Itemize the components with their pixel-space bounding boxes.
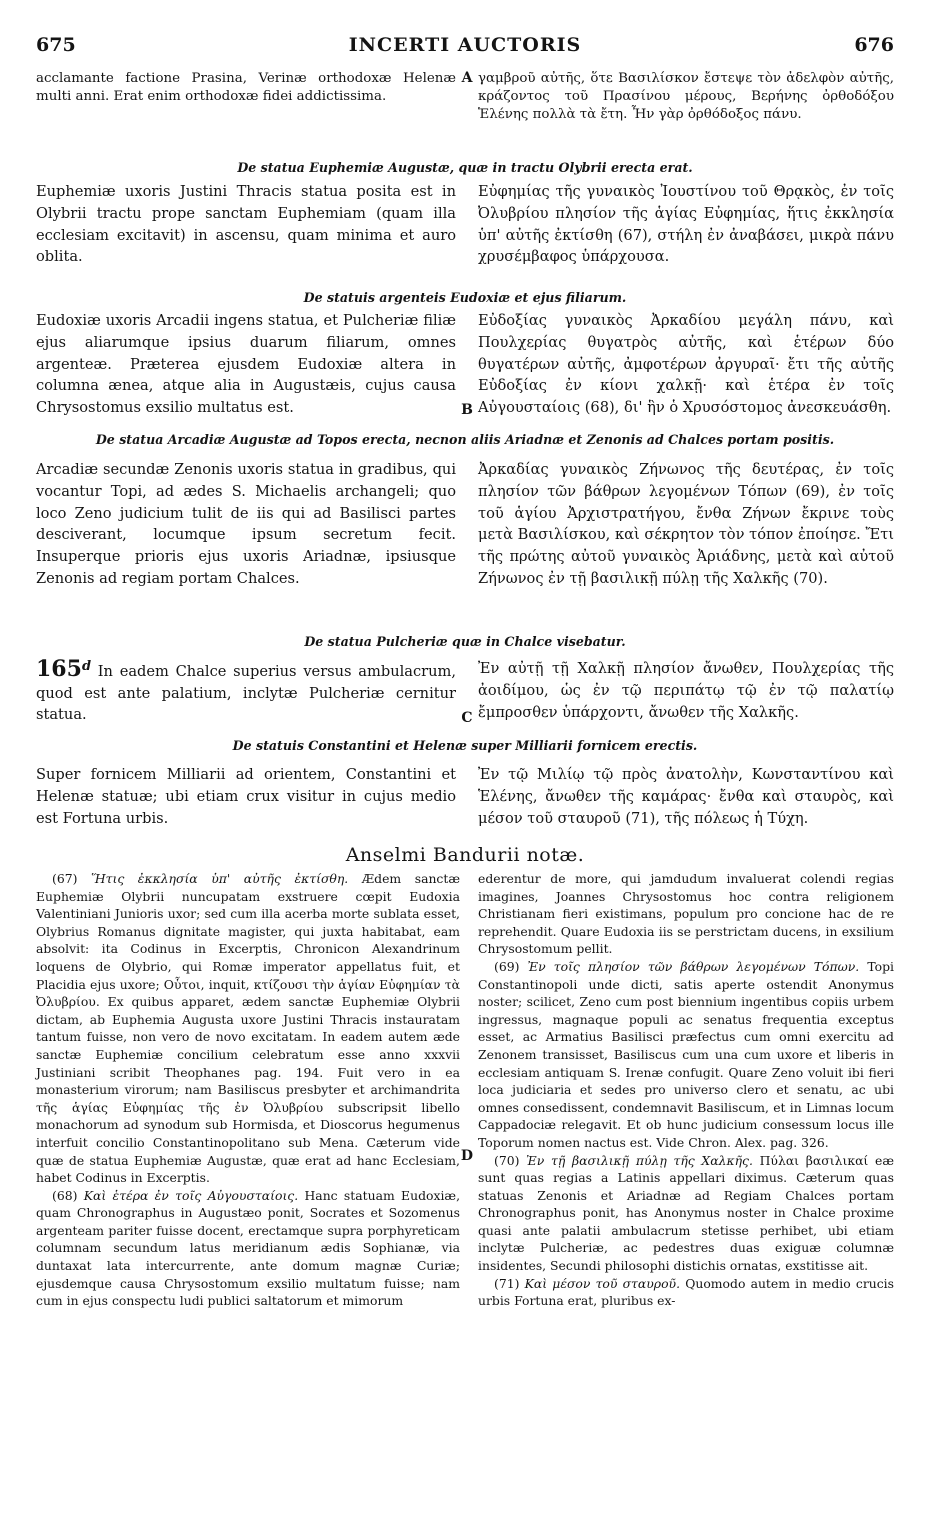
notes-column-left [36,870,460,1310]
greek-text: Εὐδοξίας γυναικὸς Ἀρκαδίου μεγάλη πάνυ, καὶ Πουλχερίας θυγατρὸς αὐτῆς, καὶ ἑτέρων δύο θυγατέρων αὐτῆς, ἀμφοτέρων ἀργυραῖ· ἔτι τῆς αὐτῆς Εὐδοξίας ἐν κίονι χαλκῇ· καὶ ἑτέρα ἐν τοῖς Αὐγουσταίοις (68), δι' ἣν ὁ Χρυσόστομος ἀνεσκευάσθη. [478,312,894,417]
note-text: Hanc statuam Eudoxiæ, quam Chronographus in Augustæo ponit, Socrates et Sozomenus argenteam pariter fuisse docent, erectamque supra porphyreticam columnam secundum latus meridianum ædis Sophianæ, via duntaxat lata intercurrente, ante domum magnæ Curiæ; ejusdemque causa Chrysostomum exsilio multatum fuisse; nam cum in ejus conspectu ludi publici saltatorum et mimorum [36,1187,461,1309]
note-lemma: Ἥτις ἐκκλησία ὑπ' αὐτῆς ἐκτίσθη. [90,871,349,886]
note-number: (68) [52,1187,84,1203]
greek-text: γαμβροῦ αὐτῆς, ὅτε Βασιλίσκον ἔστεψε τὸν ἀδελφὸν αὐτῆς, κράζοντος τοῦ Πρασίνου μέρους, Βερήνης ὀρθοδόξου Ἑλένης πολλὰ τὰ ἔτη. Ἦν γὰρ ὀρθόδοξος πάνυ. [478,71,894,123]
greek-text: Εὐφημίας τῆς γυναικὸς Ἰουστίνου τοῦ Θρᾳκὸς, ἐν τοῖς Ὀλυβρίου πλησίον τῆς ἁγίας Εὐφημίας, ἥτις ἐκκλησία ὑπ' αὐτῆς ἐκτίσθη (67), στήλη ἐν ἀναβάσει, μικρὰ πάνυ χρυσέμβαφος ὑπάρχουσα. [478,183,894,266]
note-lemma: Καὶ μέσον τοῦ σταυροῦ. [524,1275,681,1291]
note-lemma: Ἐν τοῖς πλησίον τῶν βάθρων λεγομένων Τόπων. [527,958,860,974]
margin-letter: A [461,70,473,86]
note-paragraph [36,1187,460,1310]
page-number-left: 675 [36,34,76,56]
section-number: 165 [36,655,82,682]
section-heading: De statua Arcadiæ Augustæ ad Topos erecta, necnon aliis Ariadnæ et Zenonis ad Chalces portam positis. [95,432,835,447]
greek-text: Ἐν τῷ Μιλίῳ τῷ πρὸς ἀνατολὴν, Κωνσταντίνου καὶ Ἑλένης, ἄνωθεν τῆς καμάρας· ἔνθα καὶ σταυρὸς, καὶ μέσον τοῦ σταυροῦ (71), τῆς πόλεως ἡ Τύχη. [478,766,894,827]
notes-title: Anselmi Bandurii notæ. [345,844,585,866]
note-paragraph [478,870,894,958]
note-number: (69) [494,958,528,974]
latin-text: acclamante factione Prasina, Verinæ orthodoxæ Helenæ multi anni. Erat enim orthodoxæ fidei addictissima. [36,71,456,105]
greek-text: Ἀρκαδίας γυναικὸς Ζήνωνος τῆς δευτέρας, ἐν τοῖς πλησίον τῶν βάθρων λεγομένων Τόπων (69), ἐν τοῖς τοῦ ἁγίου Ἀρχιστρατήγου, ἔνθα Ζήνων ἔκρινε τοὺς μετὰ Βασιλίσκου, καὶ σέκρητον τὸν τόπον ἐποίησε. Ἔτι τῆς πρώτης αὐτοῦ γυναικὸς Ἀριάδνης, μετὰ καὶ αὐτοῦ Ζήνωνος ἐν τῇ βασιλικῇ πύλῃ τῆς Χαλκῆς (70). [478,461,894,587]
note-text: Quomodo autem in medio crucis urbis Fortuna erat, pluribus ex- [478,1275,894,1309]
section-heading: De statua Pulcheriæ quæ in Chalce visebatur. [304,634,626,649]
note-paragraph [36,870,460,1187]
latin-text [36,656,456,726]
section-heading: De statuis argenteis Eudoxiæ et ejus filiarum. [303,290,627,305]
section-heading: De statua Euphemiæ Augustæ, quæ in tractu Olybrii erecta erat. [237,160,693,175]
page-number-right: 676 [854,34,894,56]
latin-text: Euphemiæ uxoris Justini Thracis statua posita est in Olybrii tractu prope sanctam Euphemiam (quam illa ecclesiam excitavit) in ascensu, quam minima et auro oblita. [36,183,456,266]
section-number-suffix: d [81,659,92,674]
latin-text: Super fornicem Milliarii ad orientem, Constantini et Helenæ statuæ; ubi etiam crux visitur in cujus medio est Fortuna urbis. [36,766,456,827]
note-paragraph [478,958,894,1152]
note-number: (71) [494,1275,525,1291]
margin-letter: B [461,402,473,418]
note-lemma: Ἐν τῇ βασιλικῇ πύλῃ τῆς Χαλκῆς. [526,1152,753,1168]
note-paragraph [478,1152,894,1275]
note-text: Topi Constantinopoli unde dicti, satis aperte ostendit Anonymus noster; scilicet, Zeno cum post biennium ingentibus copiis urbem ingressus, magnaque populi ac senatus frequentia exceptus esset, ac Armatius Basilisci præfectus cum omni exercitu ad Zenonem transisset, Basiliscus cum una cum uxore et liberis in ecclesiam antiquam S. Irenæ confugit. Quare Zeno voluit ibi fieri loca judiciaria et sedes pro universo clero et senatu, ac ubi omnes consedissent, condemnavit Basiliscum, et in Limnas locum Cappadociæ relegavit. Et ob hunc judicium consessum locus ille Toporum nomen nactus est. Vide Chron. Alex. pag. 326. [478,958,894,1150]
latin-paragraph: In eadem Chalce superius versus ambulacrum, quod est ante palatium, inclytæ Pulcheriæ cernitur statua. [36,662,456,724]
notes-column-right [478,870,894,1310]
note-text: Πύλαι βασιλικαί eæ sunt quas regias a Latinis appellari diximus. Cæterum quas statuas Zenonis et Ariadnæ ad Regiam Chalces portam Chronographus ponit, has Anonymus noster in Chalce proxime quasi ante palatii ambulacrum stetisse perhibet, ubi etiam inclytæ Pulcheriæ, ac pedestres duas exiguæ columnæ insidentes, Secundi philosophi distichis ornatas, exstitisse ait. [478,1152,894,1274]
latin-text: Eudoxiæ uxoris Arcadii ingens statua, et Pulcheriæ filiæ ejus aliarumque ipsius duarum filiarum, omnes argenteæ. Præterea ejusdem Eudoxiæ altera in columna ænea, atque alia in Augustæis, cujus causa Chrysostomus exsilio multatus est. [36,312,456,417]
page-header [36,34,894,64]
margin-letter: C [461,710,473,726]
greek-text: Ἐν αὐτῇ τῇ Χαλκῇ πλησίον ἄνωθεν, Πουλχερίας τῆς ἀοιδίμου, ὡς ἐν τῷ περιπάτῳ τῷ ἐν τῷ παλατίῳ ἔμπροσθεν ὑπάρχοντι, ἄνωθεν τῆς Χαλκῆς. [478,660,894,721]
latin-text: Arcadiæ secundæ Zenonis uxoris statua in gradibus, qui vocantur Topi, ad ædes S. Michaelis archangeli; quo loco Zeno judicium tulit de iis qui ad Basilisci partes desciverant, locumque ipsum secretum fecit. Insuperque prioris ejus uxoris Ariadnæ, ipsiusque Zenonis ad regiam portam Chalces. [36,461,456,587]
note-lemma: Καὶ ἑτέρα ἐν τοῖς Αὐγουσταίοις. [83,1187,299,1203]
running-title: INCERTI AUCTORIS [348,34,582,56]
note-number: (67) [52,871,91,886]
margin-letter: D [460,1148,474,1164]
note-number: (70) [494,1152,527,1168]
section-heading: De statuis Constantini et Helenæ super Milliarii fornicem erectis. [232,738,698,753]
note-text: ederentur de more, qui jamdudum invaluerat colendi regias imagines, Joannes Chrysostomus hoc contra religionem Christianam fieri existimans, populum pro concione hac de re reprehendit. Quare Eudoxia iis se perstrictam ducens, in exsilium Chrysostomum pellit. [478,871,894,957]
note-text: Ædem sanctæ Euphemiæ Olybrii nuncupatam exstruere cœpit Eudoxia Valentiniani Junioris uxor; sed cum illa acerba morte sublata esset, Olybrius Romanus dignitate magister, qui juxta habitabat, eam absolvit: ita Codinus in Excerptis, Chronicon Alexandrinum loquens de Olybrio, qui Romæ imperator appellatus fuit, et Placidia ejus uxore; Οὗτοι, inquit, κτίζουσι τὴν ἁγίαν Εὐφημίαν τὰ Ὀλυβρίου. Ex quibus apparet, ædem sanctæ Euphemiæ Olybrii dictam, ab Euphemia Augusta uxore Justini Thracis instauratam tantum fuisse, non vero de novo excitatam. In eadem autem æde sanctæ Euphemiæ concilium celebratum esse anno xxxvii Justiniani scribit Theophanes pag. 194. Fuit vero in ea monasterium virorum; nam Basiliscus presbyter et archimandrita τῆς ἁγίας Εὐφημίας τῆς ἐν Ὀλυβρίου subscripsit libello monachorum ad synodum sub Hormisda, et Dioscorus hegumenus interfuit concilio Constantinopolitano sub Mena. Cæterum vide quæ de statua Euphemiæ Augustæ, quæ erat ad hanc Ecclesiam, habet Codinus in Excerptis. [36,871,461,1186]
note-paragraph [478,1275,894,1310]
